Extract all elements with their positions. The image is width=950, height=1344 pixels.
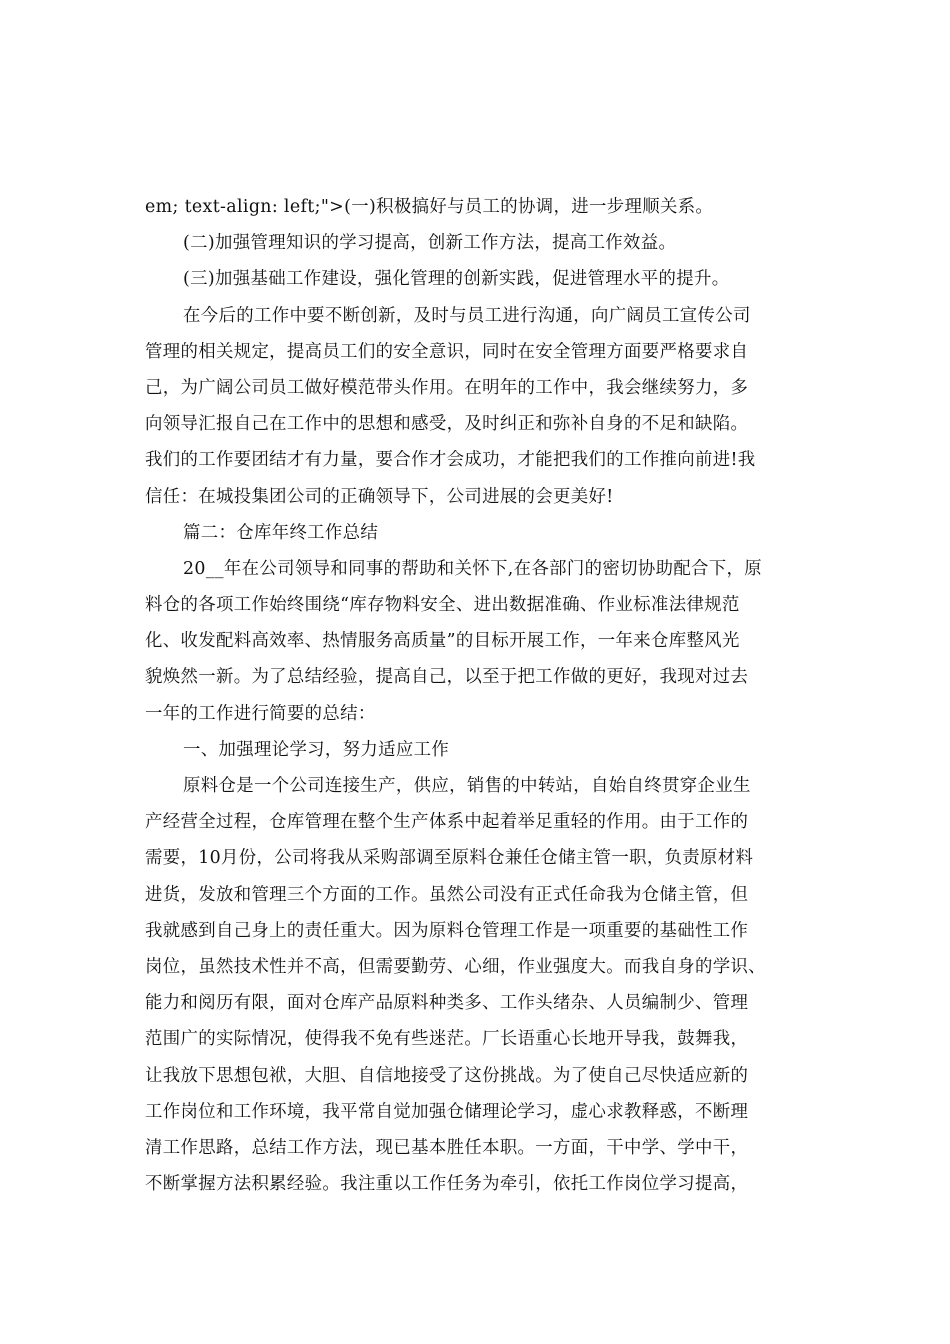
- paragraph-line: 产经营全过程，仓库管理在整个生产体系中起着举足重轻的作用。由于工作的: [145, 812, 749, 833]
- paragraph-line: 需要，10月份，公司将我从采购部调至原料仓兼任仓储主管一职，负责原材料: [145, 848, 754, 869]
- paragraph-line: 信任：在城投集团公司的正确领导下，公司进展的会更美好!: [145, 486, 614, 507]
- paragraph-line: 貌焕然一新。为了总结经验，提高自己，以至于把工作做的更好，我现对过去: [145, 667, 749, 688]
- paragraph-line: 我们的工作要团结才有力量，要合作才会成功，才能把我们的工作推向前进!我: [145, 450, 756, 471]
- text-line-continuation: em; text-align: left;">(一)积极搞好与员工的协调，进一步理顺关系。: [145, 197, 714, 217]
- paragraph-line: 20__年在公司领导和同事的帮助和关怀下,在各部门的密切协助配合下，原: [183, 558, 763, 579]
- paragraph-line: 岗位，虽然技术性并不高，但需要勤劳、心细，作业强度大。而我自身的学识、: [145, 956, 766, 977]
- paragraph-line: 己，为广阔公司员工做好模范带头作用。在明年的工作中，我会继续努力，多: [145, 377, 749, 398]
- paragraph-line: 能力和阅历有限，面对仓库产品原料种类多、工作头绪杂、人员编制少、管理: [145, 993, 749, 1014]
- paragraph-line: 料仓的各项工作始终围绕“库存物料安全、进出数据准确、作业标准法律规范: [145, 595, 740, 616]
- list-item-3: (三)加强基础工作建设，强化管理的创新实践，促进管理水平的提升。: [183, 269, 730, 290]
- paragraph-line: 进货，发放和管理三个方面的工作。虽然公司没有正式任命我为仓储主管，但: [145, 884, 749, 905]
- paragraph-line: 我就感到自己身上的责任重大。因为原料仓管理工作是一项重要的基础性工作: [145, 920, 749, 941]
- paragraph-line: 不断掌握方法积累经验。我注重以工作任务为牵引，依托工作岗位学习提高，: [145, 1174, 749, 1195]
- paragraph-line: 向领导汇报自己在工作中的思想和感受，及时纠正和弥补自身的不足和缺陷。: [145, 414, 749, 435]
- paragraph-line: 原料仓是一个公司连接生产，供应，销售的中转站，自始自终贯穿企业生: [183, 776, 751, 796]
- section-heading: 篇二：仓库年终工作总结: [183, 522, 379, 543]
- paragraph-line: 管理的相关规定，提高员工们的安全意识，同时在安全管理方面要严格要求自: [145, 341, 749, 362]
- subsection-heading: 一、加强理论学习，努力适应工作: [183, 739, 450, 760]
- paragraph-line: 让我放下思想包袱，大胆、自信地接受了这份挑战。为了使自己尽快适应新的: [145, 1065, 749, 1086]
- paragraph-line: 一年的工作进行简要的总结：: [145, 703, 376, 724]
- list-item-2: (二)加强管理知识的学习提高，创新工作方法，提高工作效益。: [183, 233, 677, 254]
- paragraph-line: 范围广的实际情况，使得我不免有些迷茫。厂长语重心长地开导我，鼓舞我，: [145, 1029, 749, 1050]
- paragraph-line: 化、收发配料高效率、热情服务高质量”的目标开展工作，一年来仓库整风光: [145, 631, 740, 652]
- paragraph-line: 清工作思路，总结工作方法，现已基本胜任本职。一方面，干中学、学中干，: [145, 1137, 749, 1158]
- paragraph-line: 在今后的工作中要不断创新，及时与员工进行沟通，向广阔员工宣传公司: [183, 305, 751, 326]
- document-body: [145, 189, 810, 1202]
- paragraph-line: 工作岗位和工作环境，我平常自觉加强仓储理论学习，虚心求教释惑，不断理: [145, 1101, 749, 1122]
